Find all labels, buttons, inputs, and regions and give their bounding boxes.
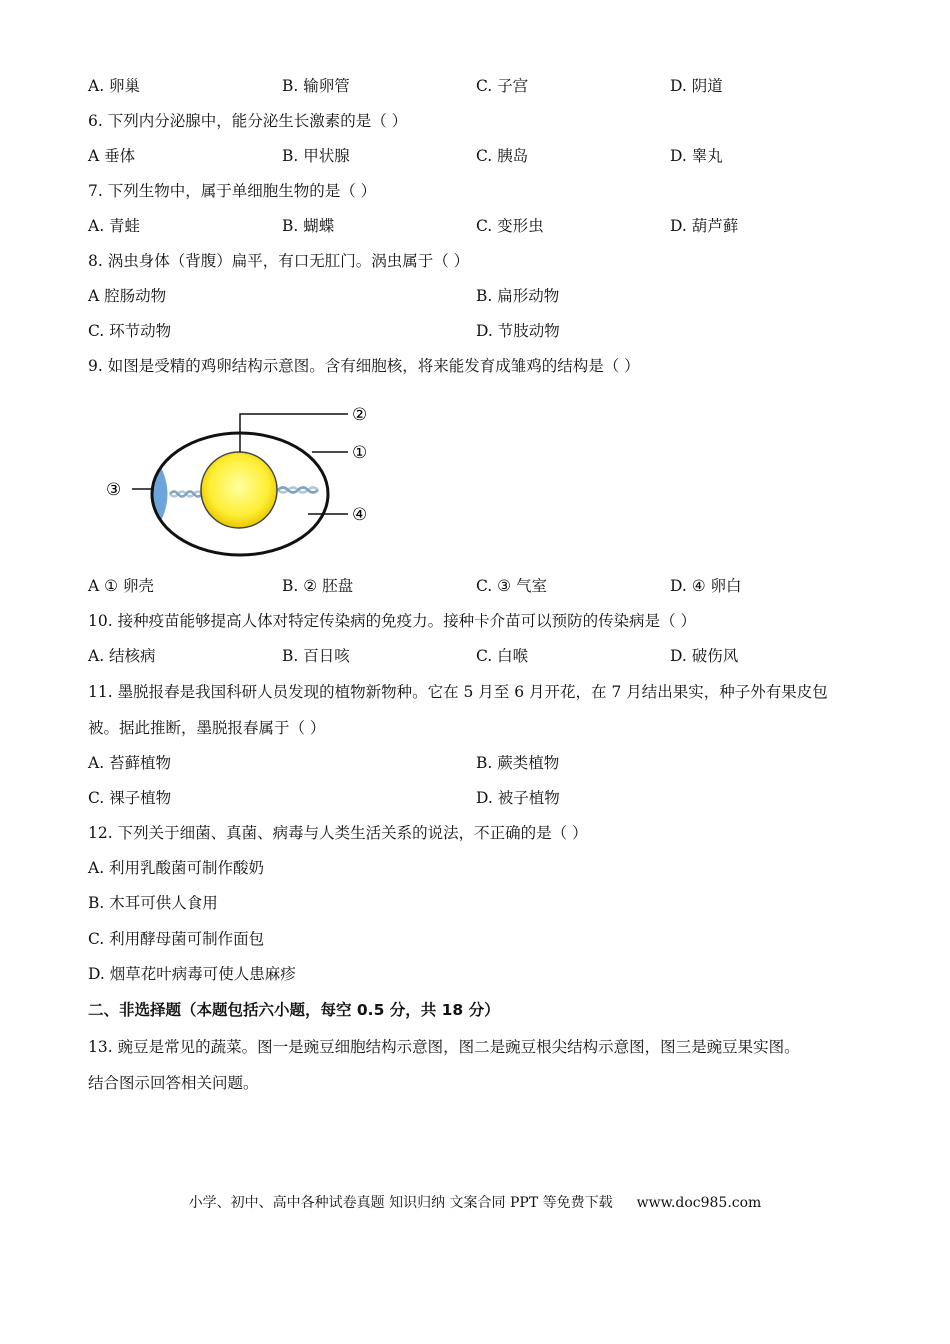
label-1: ① xyxy=(352,443,368,463)
q5-option-c: C. 子宫 xyxy=(476,77,529,95)
q8-option-b: B. 扁形动物 xyxy=(476,287,560,305)
q12-option-b: B. 木耳可供人食用 xyxy=(88,894,218,912)
q13-stem-line1: 13. 豌豆是常见的蔬菜。图一是豌豆细胞结构示意图，图二是豌豆根尖结构示意图，图三是豌豆果实图。 xyxy=(88,1038,800,1056)
q13-stem-line2: 结合图示回答相关问题。 xyxy=(88,1074,259,1092)
q12-option-d: D. 烟草花叶病毒可使人患麻疹 xyxy=(88,965,296,983)
egg-structure-diagram xyxy=(100,398,400,558)
label-2: ② xyxy=(352,405,368,425)
egg-yolk xyxy=(201,452,277,528)
label-4: ④ xyxy=(352,505,368,525)
q11-stem-line2: 被。据此推断，墨脱报春属于（ ） xyxy=(88,719,326,737)
q12-option-a: A. 利用乳酸菌可制作酸奶 xyxy=(88,859,265,877)
section2-heading: 二、非选择题（本题包括六小题，每空 0.5 分，共 18 分） xyxy=(88,1001,500,1019)
q9-option-a: A ① 卵壳 xyxy=(88,577,154,595)
q10-option-c: C. 白喉 xyxy=(476,647,529,665)
q10-option-d: D. 破伤风 xyxy=(670,647,739,665)
q7-option-c: C. 变形虫 xyxy=(476,217,544,235)
q11-option-a: A. 苔藓植物 xyxy=(88,754,172,772)
q11-option-d: D. 被子植物 xyxy=(476,789,560,807)
q8-option-a: A 腔肠动物 xyxy=(88,287,167,305)
q6-option-d: D. 睾丸 xyxy=(670,147,723,165)
q10-option-a: A. 结核病 xyxy=(88,647,156,665)
footer-url[interactable]: www.doc985.com xyxy=(636,1195,762,1211)
chalaza-left xyxy=(170,492,202,497)
q7-stem: 7. 下列生物中，属于单细胞生物的是（ ） xyxy=(88,182,377,200)
q7-option-b: B. 蝴蝶 xyxy=(282,217,335,235)
q8-stem: 8. 涡虫身体（背腹）扁平，有口无肛门。涡虫属于（ ） xyxy=(88,252,470,270)
footer-text: 小学、初中、高中各种试卷真题 知识归纳 文案合同 PPT 等免费下载 xyxy=(188,1195,613,1211)
q9-option-d: D. ④ 卵白 xyxy=(670,577,742,595)
q8-option-c: C. 环节动物 xyxy=(88,322,172,340)
q12-stem: 12. 下列关于细菌、真菌、病毒与人类生活关系的说法，不正确的是（ ） xyxy=(88,824,588,842)
q10-option-b: B. 百日咳 xyxy=(282,647,350,665)
q7-option-d: D. 葫芦藓 xyxy=(670,217,739,235)
q6-option-a: A 垂体 xyxy=(88,147,136,165)
q9-option-b: B. ② 胚盘 xyxy=(282,577,354,595)
q5-option-a: A. 卵巢 xyxy=(88,77,141,95)
q12-option-c: C. 利用酵母菌可制作面包 xyxy=(88,930,265,948)
q6-stem: 6. 下列内分泌腺中，能分泌生长激素的是（ ） xyxy=(88,112,408,130)
q11-option-c: C. 裸子植物 xyxy=(88,789,172,807)
label-3: ③ xyxy=(106,480,122,500)
q6-option-b: B. 甲状腺 xyxy=(282,147,350,165)
chalaza-right xyxy=(278,488,318,493)
q5-option-d: D. 阴道 xyxy=(670,77,723,95)
q10-stem: 10. 接种疫苗能够提高人体对特定传染病的免疫力。接种卡介苗可以预防的传染病是（ ） xyxy=(88,612,697,630)
q7-option-a: A. 青蛙 xyxy=(88,217,141,235)
q11-stem-line1: 11. 墨脱报春是我国科研人员发现的植物新物种。它在 5 月至 6 月开花，在 7 月结出果实，种子外有果皮包 xyxy=(88,683,828,701)
q6-option-c: C. 胰岛 xyxy=(476,147,529,165)
page-footer xyxy=(0,1192,950,1212)
q9-stem: 9. 如图是受精的鸡卵结构示意图。含有细胞核，将来能发育成雏鸡的结构是（ ） xyxy=(88,357,640,375)
q5-option-b: B. 输卵管 xyxy=(282,77,350,95)
q8-option-d: D. 节肢动物 xyxy=(476,322,560,340)
q9-option-c: C. ③ 气室 xyxy=(476,577,547,595)
q11-option-b: B. 蕨类植物 xyxy=(476,754,560,772)
